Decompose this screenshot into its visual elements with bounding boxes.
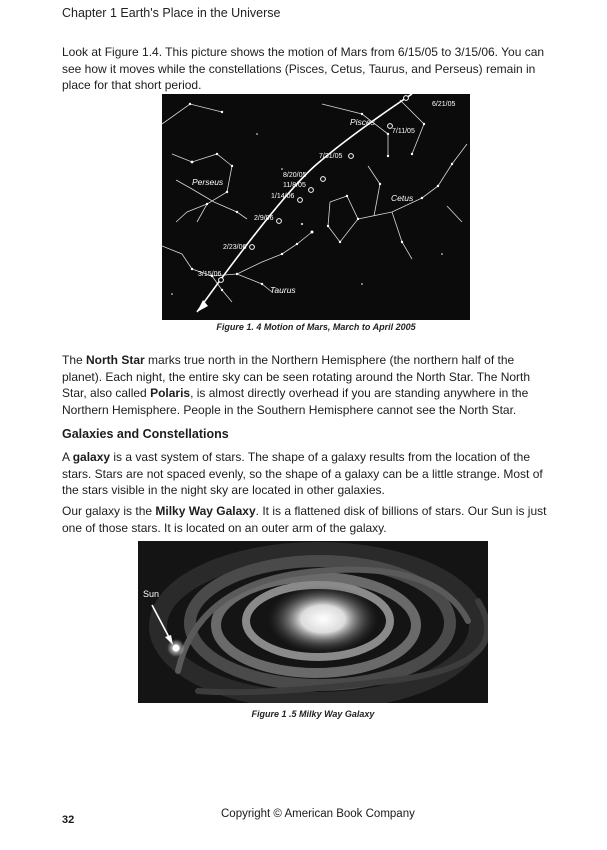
date-label: 7/31/05 <box>319 153 343 160</box>
date-label: 3/15/06 <box>198 271 222 278</box>
section-heading: Galaxies and Constellations <box>62 427 229 441</box>
date-label: 1/14/06 <box>271 193 295 200</box>
date-label: 2/23/06 <box>223 244 247 251</box>
figure-1-5-caption: Figure 1 .5 Milky Way Galaxy <box>251 709 375 719</box>
chapter-header: Chapter 1 Earth's Place in the Universe <box>62 6 281 20</box>
date-label: 6/21/05 <box>432 101 456 108</box>
page-number: 32 <box>62 814 75 826</box>
mars-path <box>197 94 412 312</box>
label-taurus: Taurus <box>270 285 296 295</box>
milky-way-term: Milky Way Galaxy <box>155 504 256 518</box>
date-label: 8/20/05 <box>283 172 307 179</box>
galaxy-term: galaxy <box>72 450 111 464</box>
intro-paragraph: Look at Figure 1.4. This picture shows the motion of Mars from 6/15/05 to 3/15/06. You can see how it moves while the constellations (Pisces, Cetus, Taurus, and Perseus) remain in place for that short period. <box>62 45 545 92</box>
north-star-paragraph: The North Star marks true north in the Northern Hemisphere (the northern half of the planet). Each night, the entire sky can be seen rotating around the North Star. The North Star, also called Polaris, is almost directly overhead if you are standing anywhere in the Northern Hemisphere. People in the Southern Hemisphere cannot see the North Star. <box>62 353 531 417</box>
label-perseus: Perseus <box>192 177 224 187</box>
copyright: Copyright © American Book Company <box>221 808 415 820</box>
sun-label: Sun <box>143 589 160 599</box>
north-star-term: North Star <box>86 353 145 367</box>
date-label: 11/8/05 <box>283 182 306 189</box>
date-label: 2/9/06 <box>254 215 274 222</box>
label-pisces: Pisces <box>350 117 376 127</box>
milky-way-figure <box>138 541 488 703</box>
date-label: 7/11/05 <box>392 128 415 135</box>
galaxy-paragraph: A galaxy is a vast system of stars. The shape of a galaxy results from the location of the stars. Stars are not spaced evenly, so the shape of a galaxy can be a little strange. Most of the stars visible in the night sky are located in other galaxies. <box>62 450 543 497</box>
mars-motion-figure <box>162 94 470 320</box>
milky-way-image <box>138 541 488 703</box>
figure-1-4-caption: Figure 1. 4 Motion of Mars, March to April 2005 <box>216 322 416 332</box>
polaris-term: Polaris <box>150 386 191 400</box>
milky-way-paragraph: Our galaxy is the Milky Way Galaxy. It is a flattened disk of billions of stars. Our Sun is just one of those stars. It is located on an outer arm of the galaxy. <box>62 504 547 535</box>
mars-motion-star-chart <box>162 94 470 320</box>
label-cetus: Cetus <box>391 193 414 203</box>
